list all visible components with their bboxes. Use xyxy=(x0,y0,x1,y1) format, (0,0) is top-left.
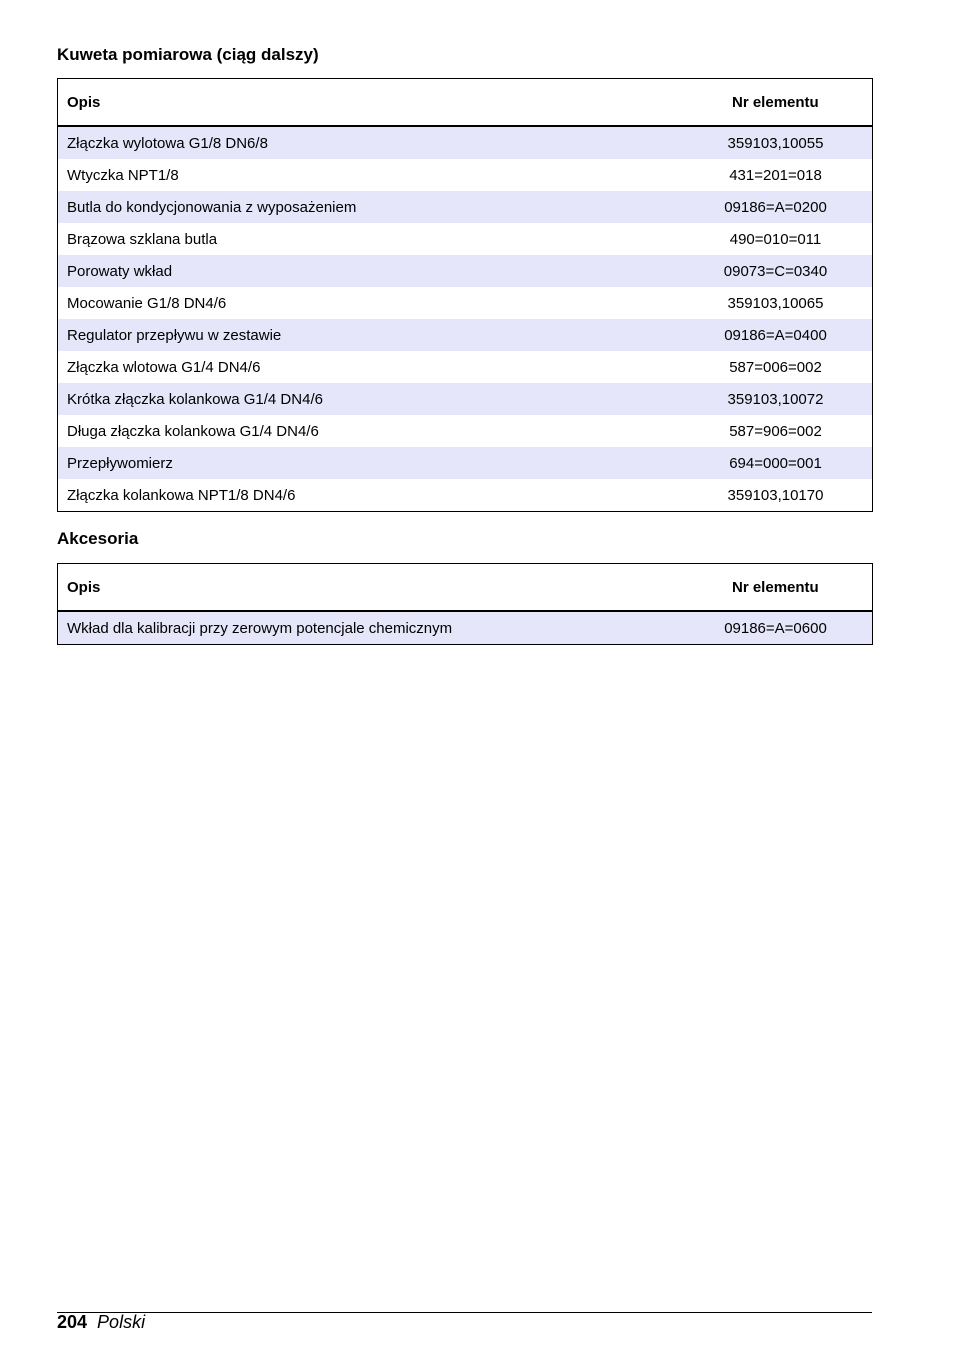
header-item-number: Nr elementu xyxy=(732,93,819,111)
table-row xyxy=(58,319,872,351)
row-item-number: 359103,10065 xyxy=(727,294,824,312)
accessories-table xyxy=(57,563,873,645)
section-title-measuring-cell: Kuweta pomiarowa (ciąg dalszy) xyxy=(57,45,319,64)
row-description: Złączka wylotowa G1/8 DN6/8 xyxy=(67,134,268,152)
table-row xyxy=(58,479,872,511)
row-description: Złączka wlotowa G1/4 DN4/6 xyxy=(67,358,261,376)
row-description: Wkład dla kalibracji przy zerowym potencjale chemicznym xyxy=(67,619,453,637)
table-row xyxy=(58,127,872,159)
table-row xyxy=(58,255,872,287)
table-row xyxy=(58,223,872,255)
section-title-accessories: Akcesoria xyxy=(57,529,139,548)
row-description: Złączka kolankowa NPT1/8 DN4/6 xyxy=(67,486,296,504)
footer-language: Polski xyxy=(97,1312,146,1332)
row-item-number: 694=000=001 xyxy=(729,454,822,472)
table-row xyxy=(58,383,872,415)
table-row xyxy=(58,612,872,644)
page-footer xyxy=(57,1312,145,1333)
table-row xyxy=(58,287,872,319)
table-row xyxy=(58,415,872,447)
row-item-number: 359103,10055 xyxy=(727,134,824,152)
header-description: Opis xyxy=(67,93,101,111)
row-description: Porowaty wkład xyxy=(67,262,173,280)
table-header xyxy=(58,79,872,127)
table-row xyxy=(58,191,872,223)
row-description: Regulator przepływu w zestawie xyxy=(67,326,282,344)
table-row xyxy=(58,159,872,191)
row-description: Krótka złączka kolankowa G1/4 DN4/6 xyxy=(67,390,323,408)
row-item-number: 431=201=018 xyxy=(729,166,822,184)
row-description: Butla do kondycjonowania z wyposażeniem xyxy=(67,198,357,216)
row-item-number: 09073=C=0340 xyxy=(723,262,828,280)
row-description: Wtyczka NPT1/8 xyxy=(67,166,179,184)
row-description: Brązowa szklana butla xyxy=(67,230,218,248)
page-number: 204 xyxy=(57,1312,88,1332)
row-description: Długa złączka kolankowa G1/4 DN4/6 xyxy=(67,422,319,440)
table-row xyxy=(58,351,872,383)
row-item-number: 490=010=011 xyxy=(729,230,822,248)
row-item-number: 359103,10072 xyxy=(727,390,824,408)
row-item-number: 587=006=002 xyxy=(729,358,822,376)
footer-divider xyxy=(57,1312,872,1313)
header-description: Opis xyxy=(67,578,101,596)
row-item-number: 09186=A=0600 xyxy=(724,619,827,637)
header-item-number: Nr elementu xyxy=(732,578,819,596)
table-header xyxy=(58,564,872,612)
table-row xyxy=(58,447,872,479)
row-item-number: 09186=A=0200 xyxy=(724,198,827,216)
row-item-number: 359103,10170 xyxy=(727,486,824,504)
row-item-number: 587=906=002 xyxy=(729,422,822,440)
row-item-number: 09186=A=0400 xyxy=(724,326,827,344)
parts-table xyxy=(57,78,873,512)
row-description: Mocowanie G1/8 DN4/6 xyxy=(67,294,227,312)
row-description: Przepływomierz xyxy=(67,454,173,472)
